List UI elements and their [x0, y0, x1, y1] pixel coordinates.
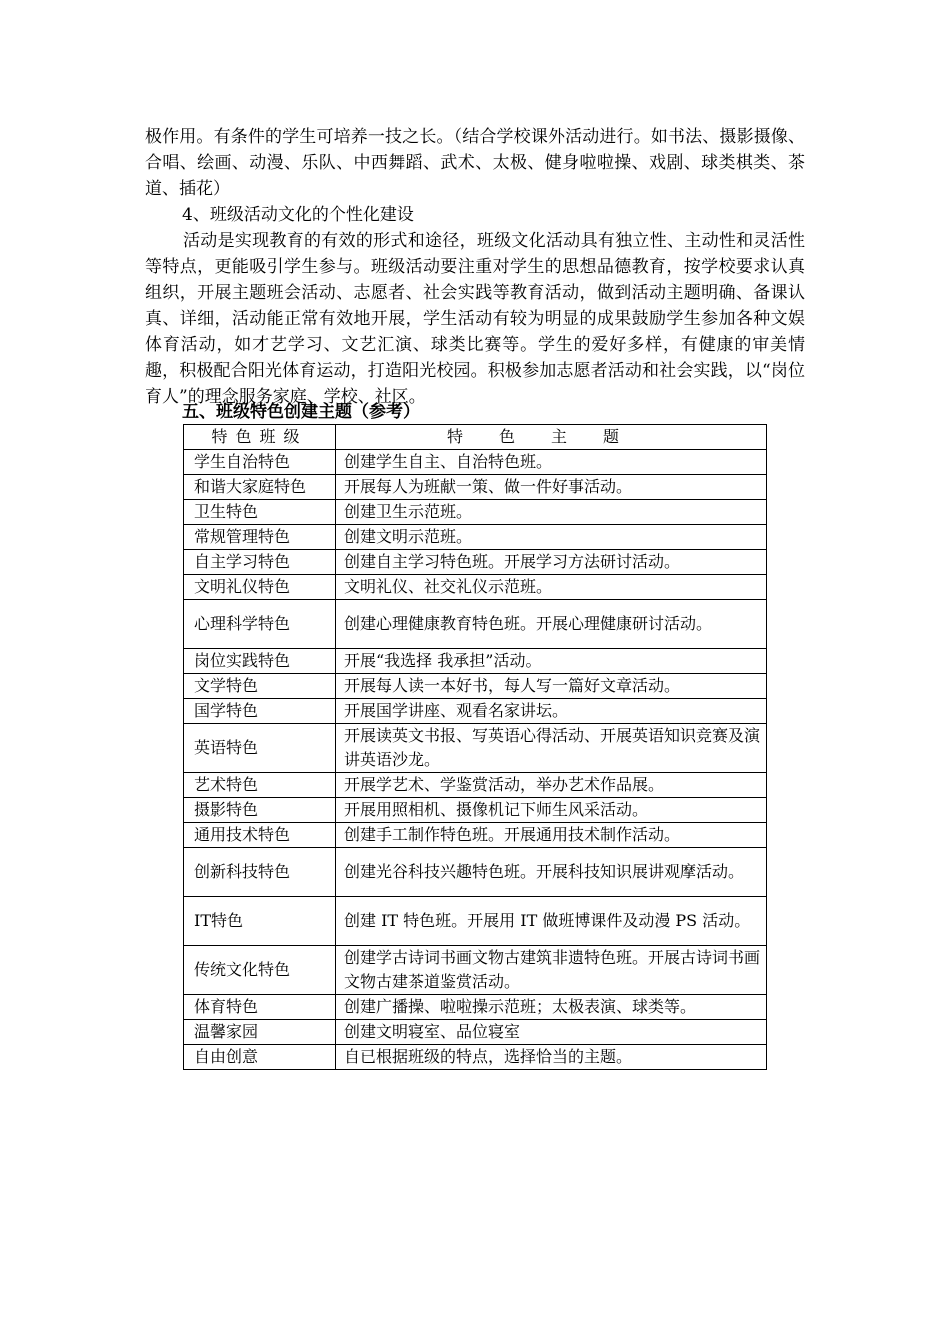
- table-row: [184, 724, 767, 773]
- table-row: [184, 600, 767, 649]
- table-row: [184, 699, 767, 724]
- table-row: [184, 1020, 767, 1045]
- cell-theme: 创建文明示范班。: [336, 525, 767, 550]
- cell-class: 学生自治特色: [184, 450, 336, 475]
- intro-paragraph: 极作用。有条件的学生可培养一技之长。（结合学校课外活动进行。如书法、摄影摄像、合唱、绘画、动漫、乐队、中西舞蹈、武术、太极、健身啦啦操、戏剧、球类棋类、茶道、插花）: [145, 127, 805, 199]
- cell-class: 自由创意: [184, 1045, 336, 1070]
- table-row: [184, 1045, 767, 1070]
- cell-class: 卫生特色: [184, 500, 336, 525]
- class-theme-table: [183, 424, 767, 1070]
- table-row: [184, 946, 767, 995]
- cell-class: 创新科技特色: [184, 848, 336, 897]
- cell-theme: 创建学生自主、自治特色班。: [336, 450, 767, 475]
- table-row: [184, 525, 767, 550]
- cell-class: 文学特色: [184, 674, 336, 699]
- cell-theme: 创建手工制作特色班。开展通用技术制作活动。: [336, 823, 767, 848]
- cell-theme: 创建文明寝室、品位寝室: [336, 1020, 767, 1045]
- cell-class: 温馨家园: [184, 1020, 336, 1045]
- cell-class: 岗位实践特色: [184, 649, 336, 674]
- cell-theme: 开展国学讲座、观看名家讲坛。: [336, 699, 767, 724]
- cell-theme: 创建学古诗词书画文物古建筑非遗特色班。开展古诗词书画文物古建茶道鉴赏活动。: [336, 946, 767, 995]
- table-row: [184, 773, 767, 798]
- cell-theme: 创建心理健康教育特色班。开展心理健康研讨活动。: [336, 600, 767, 649]
- cell-class: IT特色: [184, 897, 336, 946]
- table-row: [184, 550, 767, 575]
- table-row: [184, 674, 767, 699]
- cell-class: 英语特色: [184, 724, 336, 773]
- cell-class: 体育特色: [184, 995, 336, 1020]
- table-row: [184, 897, 767, 946]
- header-theme: 特色主题: [336, 425, 767, 450]
- cell-class: 文明礼仪特色: [184, 575, 336, 600]
- section-5-heading: 五、班级特色创建主题（参考）: [182, 402, 420, 422]
- cell-theme: 创建 IT 特色班。开展用 IT 做班博课件及动漫 PS 活动。: [336, 897, 767, 946]
- cell-class: 通用技术特色: [184, 823, 336, 848]
- cell-theme: 开展用照相机、摄像机记下师生风采活动。: [336, 798, 767, 823]
- cell-theme: 开展学艺术、学鉴赏活动，举办艺术作品展。: [336, 773, 767, 798]
- cell-theme: 创建光谷科技兴趣特色班。开展科技知识展讲观摩活动。: [336, 848, 767, 897]
- cell-theme: 文明礼仪、社交礼仪示范班。: [336, 575, 767, 600]
- cell-class: 常规管理特色: [184, 525, 336, 550]
- table-row: [184, 475, 767, 500]
- cell-theme: 创建卫生示范班。: [336, 500, 767, 525]
- table-row: [184, 823, 767, 848]
- cell-class: 国学特色: [184, 699, 336, 724]
- cell-theme: 开展每人读一本好书，每人写一篇好文章活动。: [336, 674, 767, 699]
- cell-class: 艺术特色: [184, 773, 336, 798]
- table-row: [184, 450, 767, 475]
- cell-theme: 创建自主学习特色班。开展学习方法研讨活动。: [336, 550, 767, 575]
- table-row: [184, 649, 767, 674]
- cell-class: 和谐大家庭特色: [184, 475, 336, 500]
- table-header-row: [184, 425, 767, 450]
- table-row: [184, 798, 767, 823]
- table-row: [184, 500, 767, 525]
- section-4-heading: 4、班级活动文化的个性化建设: [182, 205, 414, 225]
- table-row: [184, 848, 767, 897]
- table-row: [184, 995, 767, 1020]
- cell-class: 传统文化特色: [184, 946, 336, 995]
- table-row: [184, 575, 767, 600]
- cell-theme: 开展读英文书报、写英语心得活动、开展英语知识竞赛及演讲英语沙龙。: [336, 724, 767, 773]
- section-4-paragraph: 活动是实现教育的有效的形式和途径，班级文化活动具有独立性、主动性和灵活性等特点，更能吸引学生参与。班级活动要注重对学生的思想品德教育，按学校要求认真组织，开展主题班会活动、志愿者、社会实践等教育活动，做到活动主题明确、备课认真、详细，活动能正常有效地开展，学生活动有较为明显的成果鼓励学生参加各种文娱体育活动，如才艺学习、文艺汇演、球类比赛等。学生的爱好多样，有健康的审美情趣，积极配合阳光体育运动，打造阳光校园。积极参加志愿者活动和社会实践，以“岗位育人”的理念服务家庭、学校、社区。: [145, 231, 805, 407]
- cell-class: 摄影特色: [184, 798, 336, 823]
- header-class: 特色班级: [184, 425, 336, 450]
- cell-class: 心理科学特色: [184, 600, 336, 649]
- cell-theme: 开展每人为班献一策、做一件好事活动。: [336, 475, 767, 500]
- cell-class: 自主学习特色: [184, 550, 336, 575]
- cell-theme: 开展“我选择 我承担”活动。: [336, 649, 767, 674]
- cell-theme: 自已根据班级的特点，选择恰当的主题。: [336, 1045, 767, 1070]
- cell-theme: 创建广播操、啦啦操示范班；太极表演、球类等。: [336, 995, 767, 1020]
